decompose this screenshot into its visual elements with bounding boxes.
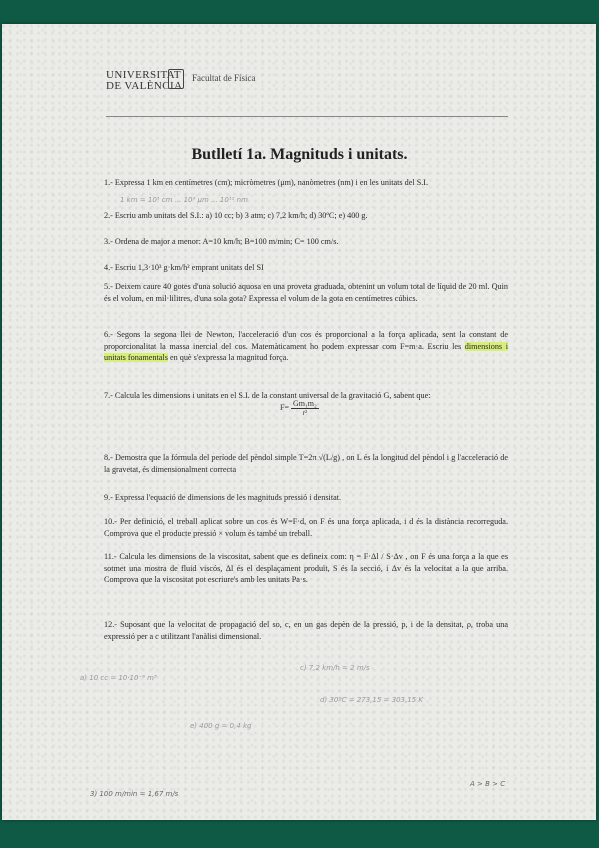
highlighted-text: dimensions i unitats fonamentals [104, 341, 508, 363]
question-3: 3.- Ordena de major a menor: A=10 km/h; B=100 m/min; C= 100 cm/s. [104, 237, 339, 246]
handwritten-note: c) 7,2 km/h = 2 m/s [300, 664, 370, 672]
document-title: Butlletí 1a. Magnituds i unitats. [191, 146, 408, 163]
document-page [2, 24, 596, 820]
question-1: 1.- Expressa 1 km en centímetres (cm); micròmetres (μm), nanòmetres (nm) i en les unitats del S.I. [104, 178, 429, 187]
question-2: 2.- Escriu amb unitats del S.I.: a) 10 cc; b) 3 atm; c) 7,2 km/h; d) 30ºC; e) 400 g. [104, 211, 368, 220]
header-divider [106, 116, 508, 117]
handwritten-note: d) 30ºC = 273,15 = 303,15 K [320, 696, 423, 704]
question-7: 7.- Calcula les dimensions i unitats en el S.I. de la constant universal de la gravitació G, sabent que: [104, 391, 431, 400]
question-5: 5.- Deixem caure 40 gotes d'una solució aquosa en una proveta graduada, obtenint un volum total de líquid de 20 ml. Quin és el volum, en mil·lilitres, d'una sola gota? Expressa el volum de la gota en centímetres cúbics. [104, 282, 508, 303]
gravitation-formula: $F= \frac{\text{Gm₁m₂}}{\text{r²}}$ [280, 399, 317, 417]
question-6: 6.- Segons la segona llei de Newton, l'acceleració d'un cos és proporcional a la força aplicada, sent la constant de proporcionalitat la massa inercial del cos. Matemàticament ho podem expressar com F=m·a. Escriu les dimensions i unitats fonamentals en què s'expressa la magnitud força. [104, 330, 508, 363]
handwritten-note: a) 10 cc = 10·10⁻⁶ m³ [80, 674, 157, 682]
handwritten-note: 1 km = 10⁵ cm ... 10⁹ μm ... 10¹² nm [120, 196, 248, 204]
question-11: 11.- Calcula les dimensions de la viscositat, sabent que es defineix com: η = F·Δl / S·Δv , on F és una força a la que es sotmet una mostra de fluid viscós, Δl és el desplaçament produït, S és la secció, i Δv és la velocitat a la que arriba. Comprova que la viscositat pot escriure's amb les unitats Pa·s. [104, 552, 508, 585]
university-emblem-icon [168, 69, 184, 89]
university-logo: UNIVERSITAT DE VALÈNCIA [106, 69, 183, 92]
question-8: 8.- Demostra que la fórmula del període del pèndol simple T=2π √(L/g) , on L és la longitud del pèndol i g l'acceleració de la gravetat, és dimensionalment correcta [104, 453, 508, 474]
question-10: 10.- Per definició, el treball aplicat sobre un cos és W=F·d, on F és una força aplicada, i d és la distància recorreguda. Comprova que el producte pressió × volum és també un treball. [104, 517, 508, 538]
question-9: 9.- Expressa l'equació de dimensions de les magnituds pressió i densitat. [104, 493, 342, 502]
handwritten-note: 3) 100 m/min = 1,67 m/s [90, 790, 179, 798]
handwritten-note: e) 400 g = 0,4 kg [190, 722, 252, 730]
question-4: 4.- Escriu 1,3·10³ g·km/h² emprant unitats del SI [104, 263, 264, 272]
faculty-name: Facultat de Física [192, 73, 256, 83]
handwritten-note: A > B > C [470, 780, 506, 788]
question-12: 12.- Suposant que la velocitat de propagació del so, c, en un gas depèn de la pressió, p, i de la densitat, ρ, troba una expressió per a c utilitzant l'anàlisi dimensional. [104, 620, 508, 641]
